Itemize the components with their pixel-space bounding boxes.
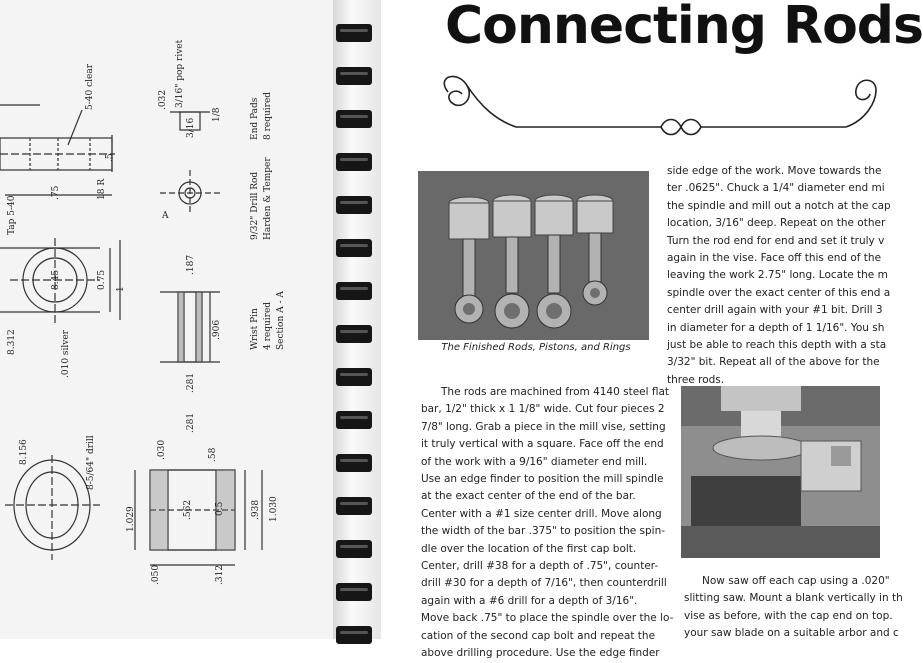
text-line: spindle over the exact center of this end a (667, 286, 891, 299)
label-1030: 1.030 (269, 496, 279, 522)
text-line: 3/32" bit. Repeat all of the above for the (667, 356, 880, 369)
label-wrist-req: 4 required (263, 301, 273, 350)
text-line: above drilling procedure. Use the edge finder (421, 647, 660, 660)
label-8156: 8.156 (19, 439, 29, 465)
binding-ring (336, 239, 372, 257)
label-drill-rod: 9/32" Drill Rod (250, 171, 260, 240)
right-page (381, 0, 923, 660)
label-1029: 1.029 (126, 506, 136, 532)
label-silver: .010 silver (61, 330, 71, 378)
label-906: .906 (212, 319, 222, 340)
label-281b: .281 (186, 412, 196, 433)
label-75: .75 (51, 185, 61, 200)
text-line: just be able to reach this depth with a sta (667, 339, 887, 352)
label-030: .030 (157, 439, 167, 460)
text-line: Center with a #1 size center drill. Move along (421, 507, 662, 520)
label-pop-rivet: 3/16" pop rivet (175, 39, 185, 108)
page-title: Connecting Rods (445, 0, 923, 56)
label-281a: .281 (186, 372, 196, 393)
label-clear-hole: 5-40 clear (85, 64, 95, 110)
text-line: in diameter for a depth of 1 1/16". You sh (667, 321, 885, 334)
label-938: .938 (251, 499, 261, 520)
label-harden: Harden & Temper (263, 157, 273, 240)
binding-ring (336, 110, 372, 128)
photo-rods-pistons (418, 171, 649, 340)
flourish-divider (436, 72, 880, 142)
text-line: dle over the location of the first cap bolt. (421, 542, 637, 555)
label-18r: 18 R (97, 178, 107, 200)
label-316: 3/16 (186, 117, 196, 138)
label-075: 0.75 (97, 269, 107, 290)
section-letter-a: A (162, 211, 169, 221)
binding-ring (336, 325, 372, 343)
label-032: .032 (158, 89, 168, 110)
binding-ring (336, 626, 372, 644)
label-312: .312 (215, 564, 225, 585)
binding-ring (336, 454, 372, 472)
text-line: the width of the bar .375" to position the spin- (421, 525, 666, 538)
label-5: .5 (105, 153, 115, 162)
technical-drawing (0, 0, 335, 639)
text-line: your saw blade on a suitable arbor and c (684, 627, 899, 640)
binding-ring (336, 153, 372, 171)
label-tap: Tap 5-40 (7, 195, 17, 235)
text-line: again in the vise. Face off this end of the (667, 252, 882, 265)
text-line: The rods are machined from 4140 steel flat (441, 386, 670, 398)
label-end-pads: End Pads (250, 97, 260, 140)
binding-ring (336, 497, 372, 515)
photo-milling-machine (681, 386, 880, 558)
photo-caption: The Finished Rods, Pistons, and Rings (441, 342, 631, 353)
label-wrist-pin: Wrist Pin (250, 308, 260, 350)
text-line: vise as before, with the cap end on top. (684, 609, 893, 622)
text-column-2 (667, 163, 891, 389)
text-line: the spindle and mill out a notch at the cap (667, 199, 891, 212)
text-line: side edge of the work. Move towards the (667, 165, 882, 177)
label-05: 0.5 (215, 501, 225, 516)
binding-ring (336, 196, 372, 214)
text-line: of the work with a 9/16" diameter end mill. (421, 455, 648, 468)
text-line: slitting saw. Mount a blank vertically in th (684, 592, 903, 605)
text-line: leaving the work 2.75" long. Locate the m (667, 269, 888, 282)
binding-ring (336, 540, 372, 558)
label-187: .187 (186, 254, 196, 275)
text-line: again with a #6 drill for a depth of 3/16". (421, 594, 638, 607)
binding-ring (336, 583, 372, 601)
text-line: ter .0625". Chuck a 1/4" diameter end mi (667, 182, 885, 195)
text-line: three rods. (667, 373, 725, 386)
text-line: Use an edge finder to position the mill spindle (421, 473, 664, 486)
label-8312: 8.312 (7, 329, 17, 355)
text-line: Center, drill #38 for a depth of .75", counter- (421, 560, 659, 573)
left-page-drawing (0, 0, 335, 639)
label-050: .050 (151, 564, 161, 585)
label-end-pads-req: 8 required (263, 91, 273, 140)
label-1: 1 (116, 286, 126, 292)
label-section: Section A - A (276, 291, 286, 350)
label-18: 1/8 (212, 107, 222, 122)
text-column-3 (684, 573, 903, 643)
text-column-1 (421, 384, 674, 663)
label-845: 8.45 (51, 269, 61, 290)
binding-ring (336, 24, 372, 42)
text-line: 7/8" long. Grab a piece in the mill vise, setting (421, 420, 666, 433)
text-line: Now saw off each cap using a .020" (702, 575, 890, 587)
text-line: drill #30 for a depth of 7/16", then counterdrill (421, 577, 667, 590)
text-line: cation of the second cap bolt and repeat the (421, 629, 656, 642)
text-line: bar, 1/2" thick x 1 1/8" wide. Cut four pieces 2 (421, 403, 665, 416)
binding-ring (336, 282, 372, 300)
text-line: Turn the rod end for end and set it truly v (667, 234, 885, 247)
text-line: Move back .75" to place the spindle over the lo- (421, 612, 674, 625)
binding-ring (336, 411, 372, 429)
text-line: location, 3/16" deep. Repeat on the other (667, 217, 886, 230)
label-562: .562 (183, 499, 193, 520)
text-line: it truly vertical with a square. Face off the end (421, 438, 664, 451)
text-line: center drill again with your #1 bit. Drill 3 (667, 304, 883, 317)
binding-ring (336, 368, 372, 386)
label-58: .58 (208, 447, 218, 462)
text-line: at the exact center of the end of the bar. (421, 490, 636, 503)
binding-ring (336, 67, 372, 85)
label-drill-564: 8-5/64" drill (86, 435, 96, 490)
